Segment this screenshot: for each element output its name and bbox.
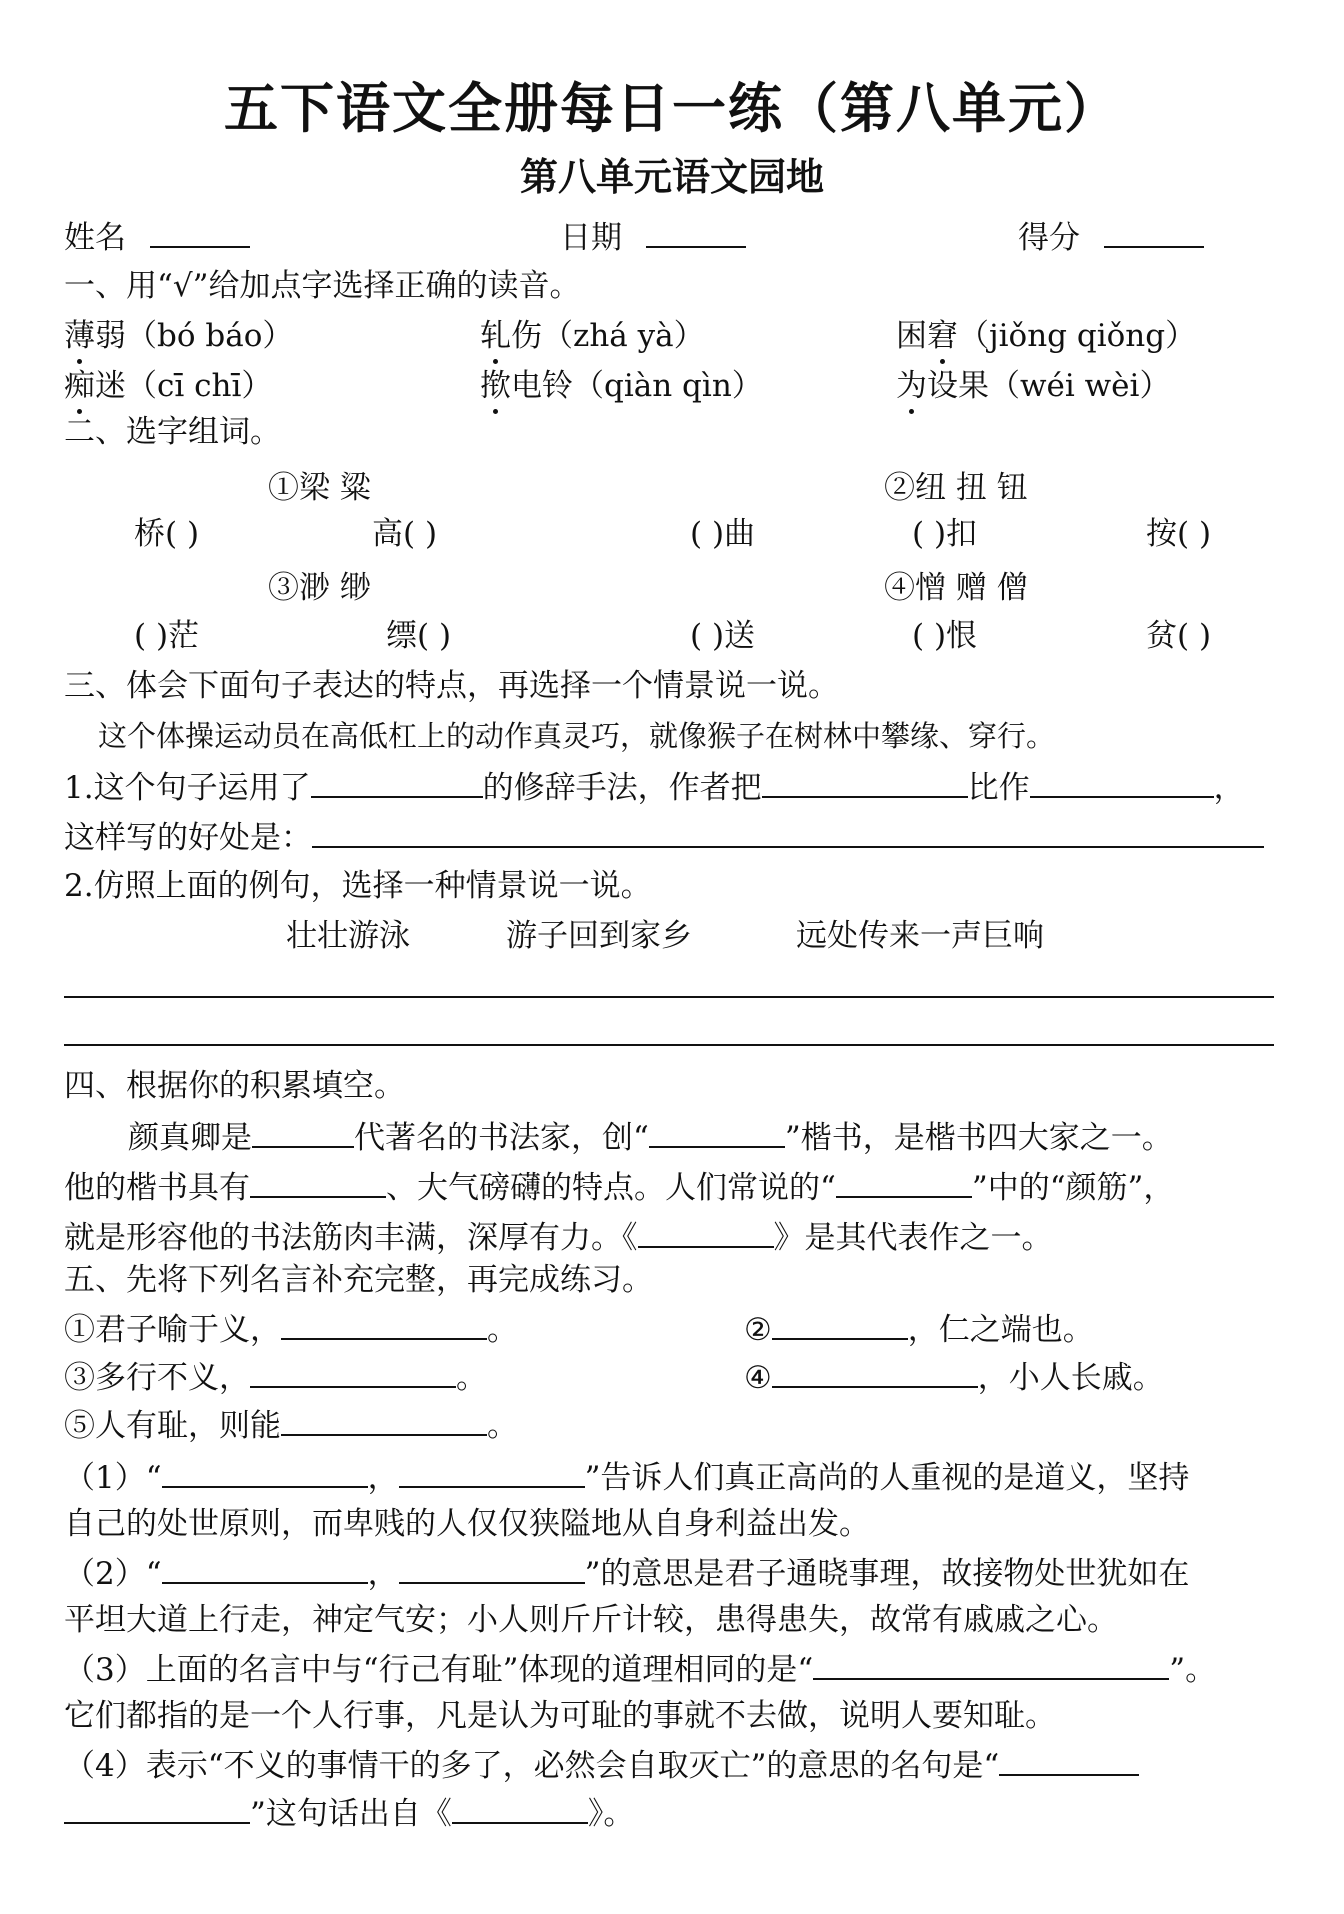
fill-word[interactable]: ( )送 <box>690 618 756 654</box>
pinyin-options[interactable]: （wéi wèi） <box>989 368 1171 404</box>
pinyin-options[interactable]: （bó báo） <box>126 318 294 354</box>
question-5-2-cont: 平坦大道上行走，神定气安；小人则斤斤计较，患得患失，故常有戚戚之心。 <box>64 1602 1118 1638</box>
quote-2: ② ，仁之端也。 <box>744 1308 1094 1350</box>
answer-blank[interactable] <box>813 1648 1169 1680</box>
section-2-heading: 二、选字组词。 <box>64 414 281 450</box>
fill-word[interactable]: ( )曲 <box>690 516 756 552</box>
answer-blank[interactable] <box>162 1552 368 1584</box>
answer-blank[interactable] <box>64 1792 250 1824</box>
answer-blank[interactable] <box>452 1792 588 1824</box>
name-blank[interactable] <box>150 216 250 248</box>
pinyin-options[interactable]: （jiǒng qiǒng） <box>958 318 1197 354</box>
question-5-1: （1）“ ， ”告诉人们真正高尚的人重视的是道义，坚持 <box>64 1456 1189 1498</box>
question-5-2: （2）“ ， ”的意思是君子通晓事理，故接物处世犹如在 <box>64 1552 1189 1594</box>
answer-blank[interactable] <box>250 1166 386 1198</box>
fill-word[interactable]: ( )茫 <box>134 618 200 654</box>
question-3-1-benefit: 这样写的好处是： <box>64 816 1264 858</box>
quote-3: ③多行不义， 。 <box>64 1356 487 1398</box>
question-5-4: （4）表示“不义的事情干的多了，必然会自取灭亡”的意思的名句是“ <box>64 1744 1139 1786</box>
question-5-3: （3）上面的名言中与“行己有耻”体现的道理相同的是“ ”。 <box>64 1648 1216 1690</box>
fill-line-4-1: 颜真卿是 代著名的书法家，创“ ”楷书，是楷书四大家之一。 <box>128 1116 1173 1158</box>
date-label: 日期 <box>560 220 622 256</box>
answer-blank[interactable] <box>281 1404 487 1436</box>
char-group-1: ①梁 粱 <box>268 470 371 506</box>
fill-word[interactable]: 桥( ) <box>134 516 200 552</box>
answer-line[interactable] <box>64 1044 1274 1046</box>
answer-blank[interactable] <box>762 766 968 798</box>
quote-5: ⑤人有耻，则能 。 <box>64 1404 518 1446</box>
score-label: 得分 <box>1018 220 1080 256</box>
char-group-4: ④憎 赠 僧 <box>884 570 1028 606</box>
pinyin-item: 为设果（wéi wèi） <box>896 368 1171 404</box>
question-5-1-cont: 自己的处世原则，而卑贱的人仅仅狭隘地从自身利益出发。 <box>64 1506 870 1542</box>
answer-blank[interactable] <box>252 1116 354 1148</box>
fill-word[interactable]: 高( ) <box>372 516 438 552</box>
question-3-1: 1.这个句子运用了 的修辞手法，作者把 比作 ， <box>64 766 1245 808</box>
pinyin-options[interactable]: （zhá yà） <box>542 318 705 354</box>
char-group-3: ③渺 缈 <box>268 570 371 606</box>
page-subtitle: 第八单元语文园地 <box>519 155 824 199</box>
answer-blank[interactable] <box>772 1308 908 1340</box>
quote-4: ④ ，小人长戚。 <box>744 1356 1164 1398</box>
date-field <box>560 216 746 258</box>
question-3-2: 2.仿照上面的例句，选择一种情景说一说。 <box>64 868 652 904</box>
answer-blank[interactable] <box>399 1456 585 1488</box>
answer-blank[interactable] <box>836 1166 972 1198</box>
fill-line-4-2: 他的楷书具有 、大气磅礴的特点。人们常说的“ ”中的“颜筋”， <box>64 1166 1174 1208</box>
answer-blank[interactable] <box>281 1308 487 1340</box>
question-5-3-cont: 它们都指的是一个人行事，凡是认为可耻的事就不去做，说明人要知耻。 <box>64 1698 1056 1734</box>
example-sentence: 这个体操运动员在高低杠上的动作真灵巧，就像猴子在树林中攀缘、穿行。 <box>98 719 1056 753</box>
fill-line-4-3: 就是形容他的书法筋肉丰满，深厚有力。《 》是其代表作之一。 <box>64 1216 1053 1258</box>
answer-blank[interactable] <box>162 1456 368 1488</box>
scenario-option[interactable]: 游子回到家乡 <box>506 918 692 954</box>
page-title: 五下语文全册每日一练（第八单元） <box>224 77 1120 140</box>
fill-word[interactable]: 缥( ) <box>386 618 452 654</box>
quote-1: ①君子喻于义， 。 <box>64 1308 518 1350</box>
fill-word[interactable]: 按( ) <box>1146 516 1212 552</box>
answer-blank[interactable] <box>1030 766 1214 798</box>
pinyin-item: 薄弱（bó báo） <box>64 318 294 354</box>
section-5-heading: 五、先将下列名言补充完整，再完成练习。 <box>64 1262 653 1298</box>
pinyin-item: 痴迷（cī chī） <box>64 368 273 404</box>
char-group-2: ②纽 扭 钮 <box>884 470 1028 506</box>
date-blank[interactable] <box>646 216 746 248</box>
pinyin-options[interactable]: （cī chī） <box>126 368 273 404</box>
name-field <box>64 216 250 258</box>
answer-blank[interactable] <box>312 816 1264 848</box>
answer-blank[interactable] <box>999 1744 1139 1776</box>
section-4-heading: 四、根据你的积累填空。 <box>64 1068 405 1104</box>
scenario-option[interactable]: 壮壮游泳 <box>286 918 410 954</box>
section-3-heading: 三、体会下面句子表达的特点，再选择一个情景说一说。 <box>64 668 839 704</box>
pinyin-item: 困窘（jiǒng qiǒng） <box>896 318 1197 354</box>
scenario-option[interactable]: 远处传来一声巨响 <box>796 918 1044 954</box>
fill-word[interactable]: 贫( ) <box>1146 618 1212 654</box>
pinyin-item: 揿电铃（qiàn qìn） <box>480 368 763 404</box>
answer-blank[interactable] <box>638 1216 774 1248</box>
name-label: 姓名 <box>64 220 126 256</box>
answer-blank[interactable] <box>772 1356 978 1388</box>
answer-blank[interactable] <box>250 1356 456 1388</box>
section-1-heading: 一、用“√”给加点字选择正确的读音。 <box>64 268 581 304</box>
answer-blank[interactable] <box>399 1552 585 1584</box>
score-field <box>1018 216 1204 258</box>
fill-word[interactable]: ( )扣 <box>912 516 978 552</box>
answer-blank[interactable] <box>311 766 483 798</box>
score-blank[interactable] <box>1104 216 1204 248</box>
fill-word[interactable]: ( )恨 <box>912 618 978 654</box>
answer-blank[interactable] <box>649 1116 785 1148</box>
pinyin-item: 轧伤（zhá yà） <box>480 318 705 354</box>
question-5-4-cont: ”这句话出自《 》。 <box>64 1792 634 1834</box>
pinyin-options[interactable]: （qiàn qìn） <box>573 368 763 404</box>
answer-line[interactable] <box>64 996 1274 998</box>
